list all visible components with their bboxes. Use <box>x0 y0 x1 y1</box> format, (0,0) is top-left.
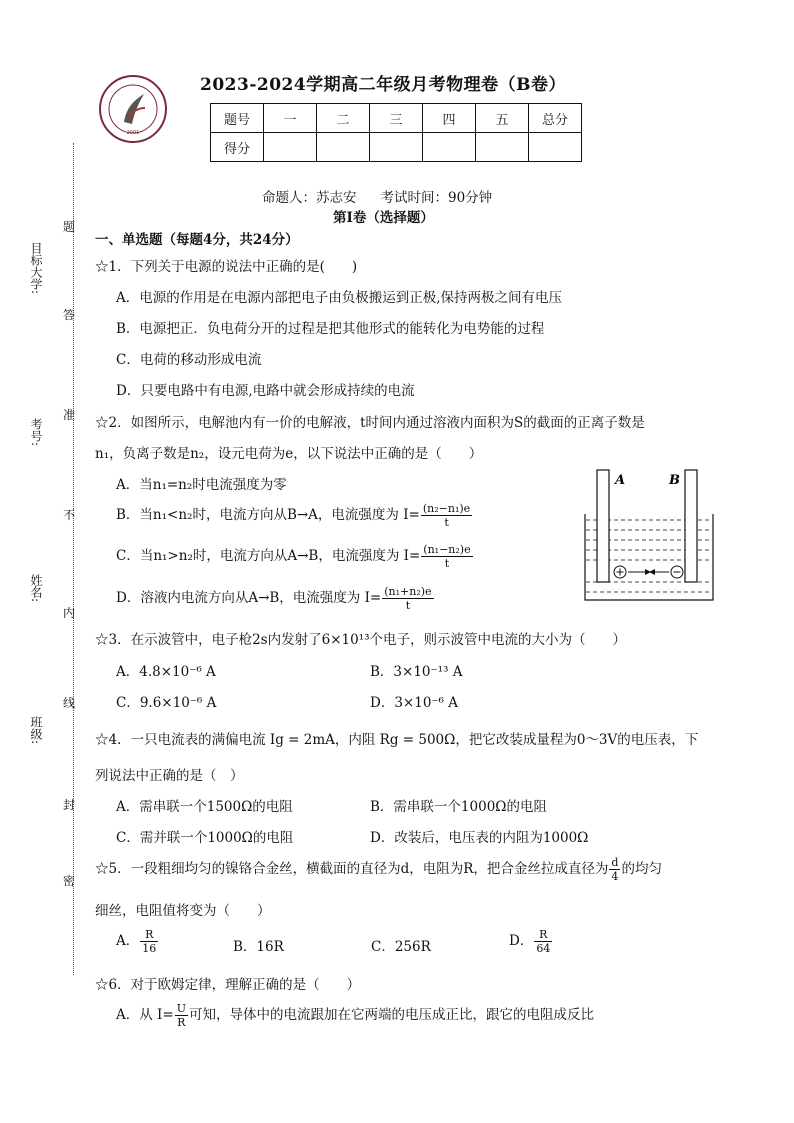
seal-char: 题 <box>63 220 76 234</box>
electrolytic-cell-figure <box>583 468 715 604</box>
q6-option-a-text-end: 可知，导体中的电流跟加在它两端的电压成正比，跟它的电阻成反比 <box>188 1007 594 1023</box>
seal-dotted-line <box>73 143 74 975</box>
score-entry-cell[interactable] <box>529 133 582 162</box>
q2-stem-line2: n₁，负离子数是n₂，设元电荷为e，以下说法中正确的是（ ） <box>95 446 483 462</box>
q4-option-c: C．需并联一个1000Ω的电阻 <box>116 830 294 846</box>
exam-title: 2023-2024学期高二年级月考物理卷（B卷） <box>200 75 567 95</box>
q3-stem: ☆3．在示波管中，电子枪2s内发射了6×10¹³个电子，则示波管中电流的大小为（ ） <box>95 632 627 648</box>
side-label-exam-number: 考号: <box>29 418 43 447</box>
seal-char: 准 <box>63 408 76 422</box>
fraction-denominator: 16 <box>142 942 157 955</box>
q5-option-c: C．256R <box>371 939 431 955</box>
seal-char: 密 <box>63 874 76 888</box>
side-label-target-university: 目标大学: <box>29 242 43 295</box>
part-title: 第I卷（选择题） <box>333 210 434 226</box>
electrode-label-a: A <box>615 473 626 488</box>
fraction-denominator: t <box>405 599 411 612</box>
q6-stem: ☆6．对于欧姆定律，理解正确的是（ ） <box>95 977 361 993</box>
q2-option-a: A．当n₁=n₂时电流强度为零 <box>116 477 287 493</box>
seal-char: 答 <box>63 308 76 322</box>
side-label-class: 班级: <box>29 716 43 745</box>
score-entry-cell[interactable] <box>423 133 476 162</box>
fraction-denominator: t <box>444 557 450 570</box>
fraction <box>609 856 620 883</box>
q3-option-d: D．3×10⁻⁶ A <box>370 695 458 711</box>
q4-option-d: D．改装后，电压表的内阻为1000Ω <box>370 830 589 846</box>
fraction <box>421 543 472 570</box>
fraction-denominator: t <box>444 516 449 529</box>
score-header-cell: 一 <box>264 104 317 133</box>
logo-year: 2001 <box>126 130 140 136</box>
score-header-cell: 题号 <box>211 104 264 133</box>
q2-option-c <box>116 543 474 570</box>
q2-option-d <box>116 585 435 612</box>
fraction-numerator: (n₂−n₁)e <box>422 502 471 515</box>
side-label-name: 姓名: <box>29 574 43 603</box>
q2-option-b <box>116 502 473 529</box>
fraction-numerator: R <box>534 928 552 942</box>
q1-option-d: D．只要电路中有电源,电路中就会形成持续的电流 <box>116 383 415 399</box>
seal-char: 线 <box>63 696 76 710</box>
q5-stem-text-end: 的均匀 <box>621 861 662 877</box>
fraction-numerator: U <box>176 1002 186 1015</box>
seal-char: 封 <box>63 798 76 812</box>
q4-option-b: B．需串联一个1000Ω的电阻 <box>370 799 547 815</box>
fraction-numerator: (n₁+n₂)e <box>384 585 432 598</box>
score-label-cell: 得分 <box>211 133 264 162</box>
q4-stem-line1: ☆4．一只电流表的满偏电流 Ig = 2mA，内阻 Rg = 500Ω，把它改装成量程为0～3V的电压表，下 <box>95 732 699 748</box>
seal-char: 不 <box>63 508 76 522</box>
fraction <box>421 502 472 529</box>
score-table <box>210 103 582 162</box>
q5-option-d <box>509 928 553 955</box>
section-title: 一、单选题（每题4分，共24分） <box>95 232 299 248</box>
score-header-cell: 三 <box>370 104 423 133</box>
q5-stem-text: ☆5．一段粗细均匀的镍铬合金丝，横截面的直径为d，电阻为R，把合金丝拉成直径为 <box>95 861 609 877</box>
score-entry-cell[interactable] <box>264 133 317 162</box>
q1-stem: ☆1．下列关于电源的说法中正确的是( ) <box>95 259 358 275</box>
fraction-denominator: R <box>177 1016 186 1029</box>
q1-option-a: A．电源的作用是在电源内部把电子由负极搬运到正极,保持两极之间有电压 <box>116 290 563 306</box>
author-line <box>262 186 516 206</box>
q4-option-a: A．需串联一个1500Ω的电阻 <box>116 799 293 815</box>
q2-option-d-text: D．溶液内电流方向从A→B，电流强度为 I= <box>116 590 382 606</box>
q5-option-b: B．16R <box>233 939 284 955</box>
q2-stem-line1: ☆2．如图所示，电解池内有一价的电解液，t时间内通过溶液内面积为S的截面的正离子数是 <box>95 415 645 431</box>
q5-option-a <box>116 928 159 955</box>
fraction <box>534 928 552 955</box>
q3-option-b: B．3×10⁻¹³ A <box>370 664 463 680</box>
q2-option-b-text: B．当n₁<n₂时，电流方向从B→A，电流强度为 I= <box>116 507 420 523</box>
q4-stem-line2: 列说法中正确的是（ ） <box>95 768 244 784</box>
fraction <box>175 1002 188 1029</box>
fraction-numerator: d <box>611 856 619 869</box>
q5-stem-line1 <box>95 856 662 883</box>
q3-option-a: A．4.8×10⁻⁶ A <box>116 664 216 680</box>
q2-option-c-text: C．当n₁>n₂时，电流方向从A→B，电流强度为 I= <box>116 548 421 564</box>
seal-char: 内 <box>63 606 76 620</box>
q3-option-c: C．9.6×10⁻⁶ A <box>116 695 217 711</box>
score-header-cell: 五 <box>476 104 529 133</box>
q1-option-b: B．电源把正．负电荷分开的过程是把其他形式的能转化为电势能的过程 <box>116 321 545 337</box>
score-entry-cell[interactable] <box>370 133 423 162</box>
exam-time: 考试时间：90分钟 <box>380 190 493 206</box>
score-header-cell: 二 <box>317 104 370 133</box>
fraction <box>140 928 158 955</box>
q5-option-a-label: A． <box>116 933 140 949</box>
q1-option-c: C．电荷的移动形成电流 <box>116 352 262 368</box>
fraction-denominator: 4 <box>611 870 619 883</box>
author: 命题人：苏志安 <box>262 190 357 206</box>
score-header-cell: 总分 <box>529 104 582 133</box>
score-entry-cell[interactable] <box>476 133 529 162</box>
score-header-cell: 四 <box>423 104 476 133</box>
score-entry-cell[interactable] <box>317 133 370 162</box>
q6-option-a-text: A．从 I= <box>116 1007 174 1023</box>
fraction <box>382 585 433 612</box>
school-logo-icon <box>98 74 168 144</box>
q5-option-d-label: D． <box>509 933 534 949</box>
fraction-numerator: (n₁−n₂)e <box>423 543 471 556</box>
fraction-numerator: R <box>140 928 158 942</box>
electrode-label-b: B <box>669 473 680 488</box>
fraction-denominator: 64 <box>536 942 551 955</box>
q5-stem-line2: 细丝，电阻值将变为（ ） <box>95 903 271 919</box>
q6-option-a <box>116 1002 594 1029</box>
